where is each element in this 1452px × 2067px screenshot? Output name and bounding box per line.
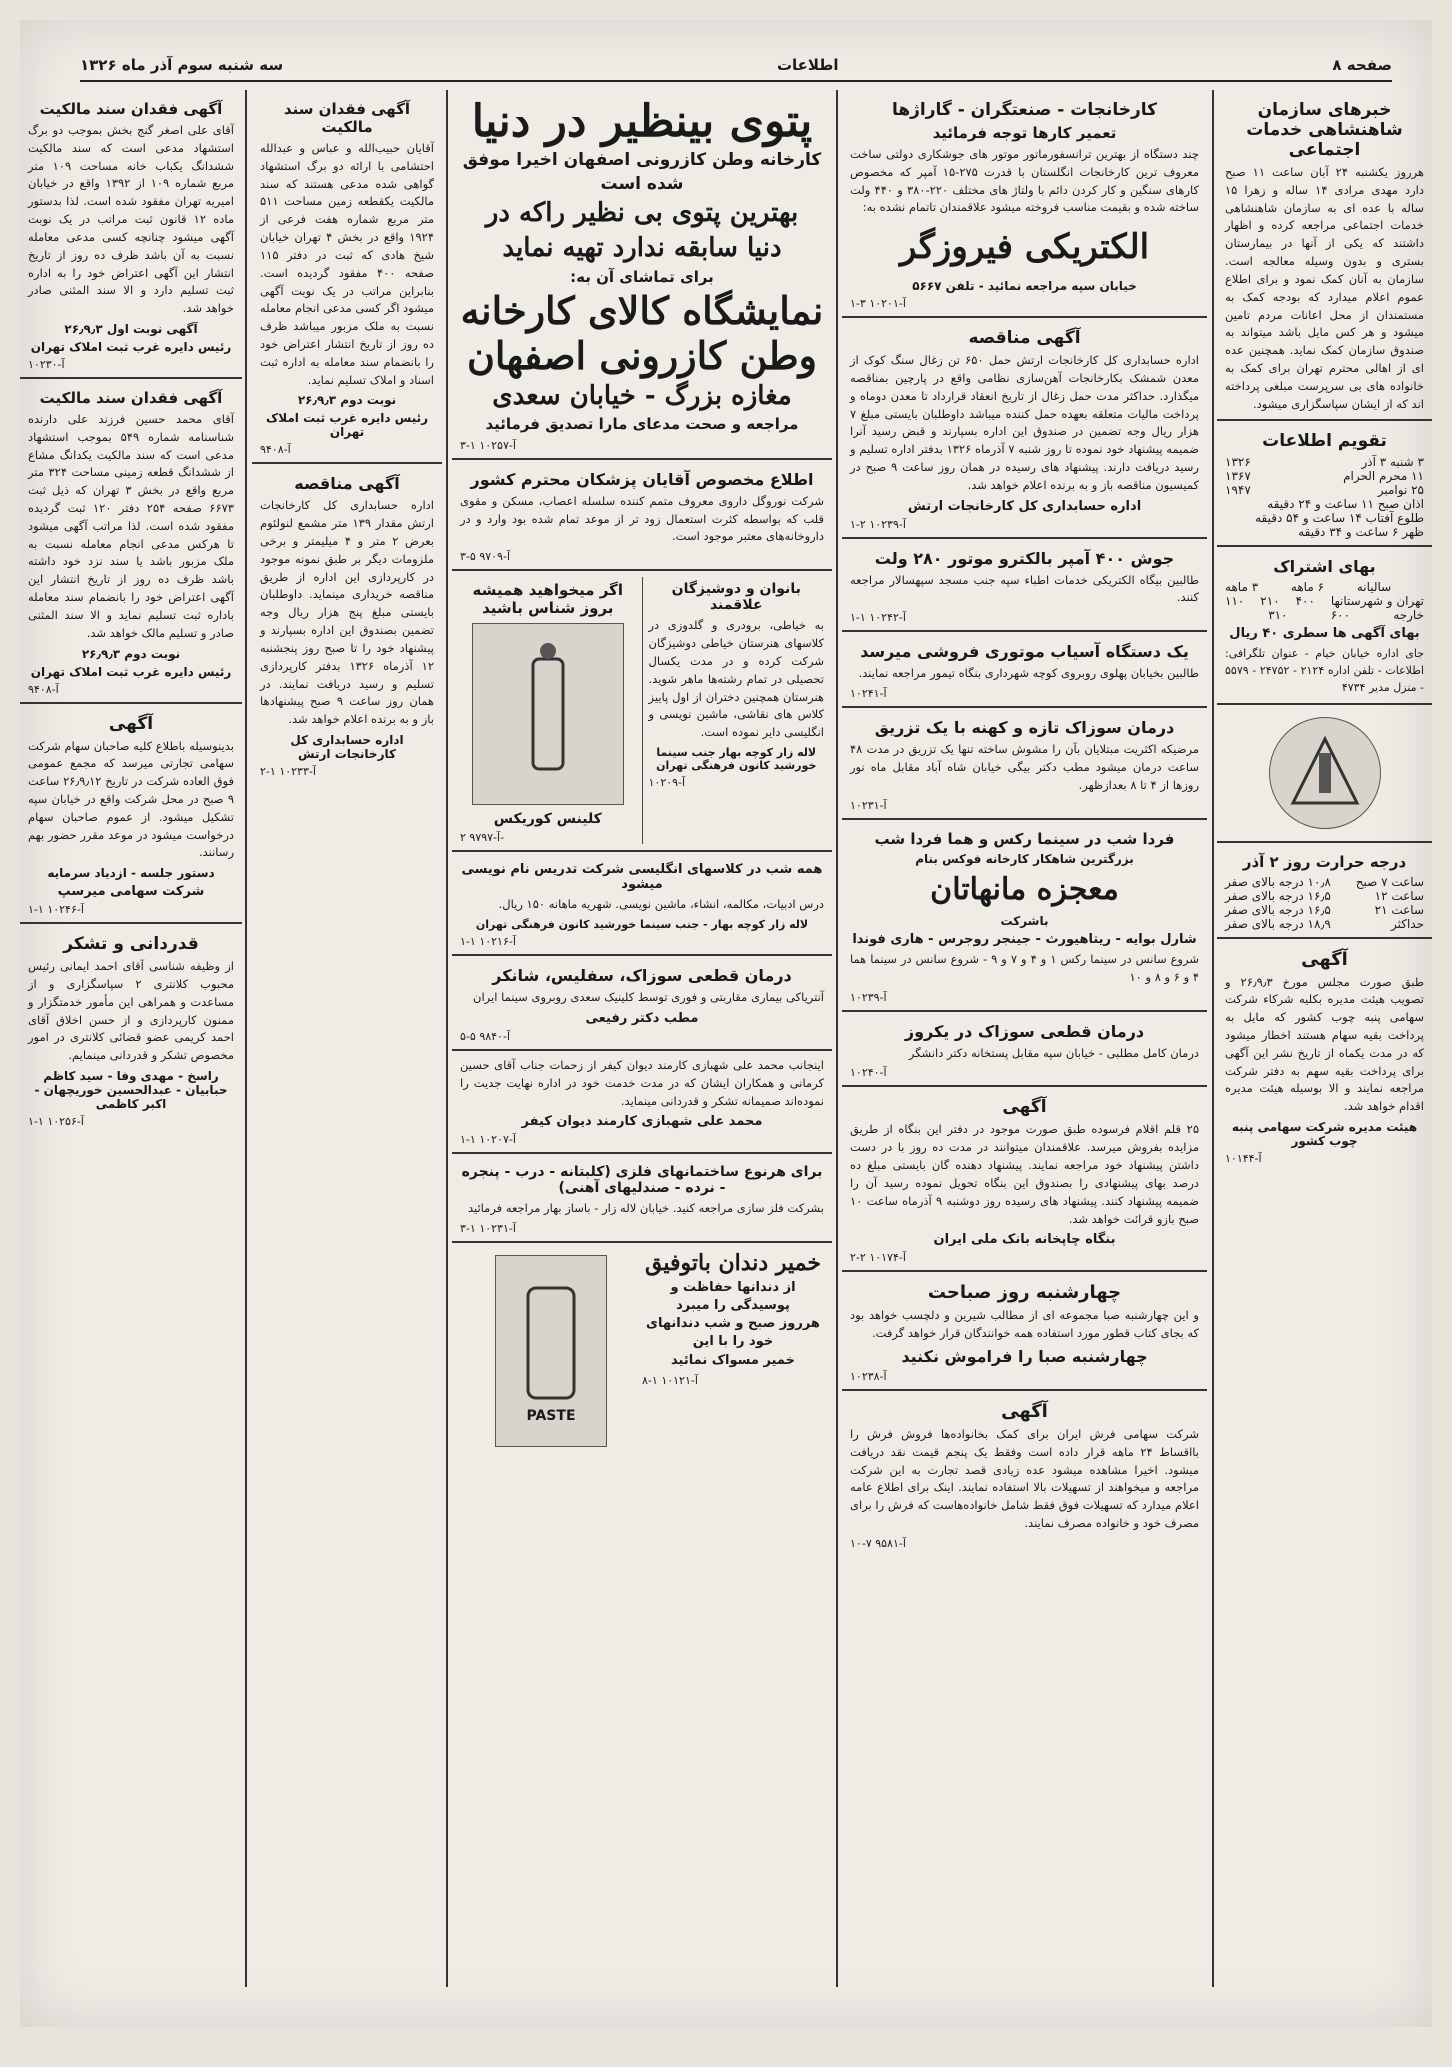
cure-title: درمان سوزاک تازه و کهنه با یک تزریق: [874, 718, 1175, 738]
calendar-title: تقویم اطلاعات: [1262, 431, 1387, 452]
paste-line1: از دندانها حفاظت و پوسیدگی را میبرد: [670, 1279, 796, 1314]
news-block: [1217, 90, 1432, 421]
doctors-code: آ-۹۷۰۹ ۵-۳: [460, 550, 510, 564]
temperature-row: [1225, 917, 1424, 931]
shareholder-sign: شرکت سهامی میرسپ: [57, 884, 205, 900]
masthead-date: سه شنبه سوم آذر ماه ۱۳۲۶: [80, 56, 284, 74]
saba-ad: [842, 1272, 1207, 1391]
carpet-ad: [842, 1391, 1207, 1556]
temperature-row: [1225, 889, 1424, 903]
bank-notice-title: آگهی: [1002, 1097, 1047, 1118]
cure-ad: [842, 708, 1207, 819]
paste-ad: [452, 1243, 832, 1459]
toothpaste-headline: اگر میخواهید همیشه بروز شناس باشید: [472, 581, 624, 618]
bank-notice: [842, 1087, 1207, 1272]
blanket-ad: [452, 90, 832, 460]
lost-deed-b-date: نوبت دوم ۲۶٫۹٫۳: [81, 646, 181, 661]
cinema-times: شروع سانس در سینما رکس ۱ و ۴ و ۷ و ۹ - شروع سانس در سینما هما ۴ و ۶ و ۸ و ۱۰: [850, 952, 1199, 984]
subscription-cell: ۳۱۰: [1268, 608, 1288, 623]
workshop-body: چند دستگاه از بهترین ترانسفورماتور موتور های جوشکاری دولتی ساخت معروف ترین کارخانجات انگلستان با قدرت ۲۷۵-۱۵ آمپر که مخصوص کارهای سنگین و کار کردن دائم با ولتاژ های مختلف ۲۲۰-۳۸۰ و ۴۴۰ ولت ساخته شده و بقیمت مناسب فروخته میشود علاقمندان تاتمام نشده به:: [850, 147, 1199, 215]
blanket-line2: کارخانه وطن کازرونی اصفهان اخیرا موفق شده است: [462, 149, 822, 194]
carpet-code: آ-۹۵۸۱ ۷-۱۰: [850, 1536, 906, 1550]
subscription-cell: ۱۱۰: [1225, 594, 1245, 609]
toothpaste-column: [460, 577, 643, 844]
tender-notice-sign: اداره حسابداری کل کارخانجات ارتش: [290, 732, 404, 761]
gratitude-title: قدردانی و تشکر: [63, 934, 199, 955]
subscription-title: بهای اشتراک: [1273, 557, 1376, 577]
mill-title: یک دستگاه آسیاب موتوری فروشی میرسد: [860, 642, 1189, 662]
cinema-cast: شارل بوایه - ریتاهیورث - جینجر روجرس - هاری فوندا: [852, 932, 1197, 948]
lost-deed-a-code: آ-۱۰۲۳۰: [28, 357, 65, 371]
tender-notice-code: آ-۱۰۲۳۳ ۱-۲: [260, 764, 316, 778]
welding-title: جوش ۴۰۰ آمپر بالکترو موتور ۲۸۰ ولت: [874, 548, 1175, 568]
shareholder-body: بدینوسیله باطلاع کلیه صاحبان سهام شرکت سهامی تجارتی میرسد که مجمع عمومی فوق العاده شرکت در تاریخ ۲۶٫۹٫۱۲ ساعت ۹ صبح در محل شرکت واقع در خیابان سپه تشکیل میشود. از عموم صاحبان سهام درخواست میشود در موعد مقرر حضور بهم رسانند.: [28, 738, 234, 860]
paste-title: خمیر دندان باتوفیق: [645, 1250, 821, 1277]
thanks-code: آ-۱۰۲۰۷ ۱-۱: [460, 1133, 516, 1147]
mill-ad: [842, 632, 1207, 708]
calendar-row: [1225, 525, 1424, 539]
blanket-line3: بهترین پتوی بی نظیر راکه در: [485, 198, 799, 229]
column-rule: [245, 90, 247, 1987]
lost-deed-code: آ-۹۴۰۸: [260, 443, 291, 457]
thanks-notice: [452, 1051, 832, 1154]
subscription-cell: خارجه: [1393, 608, 1424, 623]
column-notices: [20, 90, 242, 1987]
news-title: خبرهای سازمان شاهنشاهی خدمات اجتماعی: [1246, 100, 1403, 160]
shareholder-title: آگهی: [108, 713, 154, 734]
gonorrhea-body: آنتریاکی بیماری مقاربتی و فوری توسط کلینیک سعدی روبروی سینما ایران: [473, 990, 824, 1005]
temperature-cell: ۱۸٫۹ درجه بالای صفر: [1225, 916, 1331, 931]
cinema-top: فردا شب در سینما رکس و هما فردا شب: [874, 829, 1175, 848]
subscription-cell: ۲۱۰: [1260, 594, 1280, 609]
temperature-cell: ساعت ۱۲: [1374, 888, 1424, 903]
english-title: همه شب در کلاسهای انگلیسی شرکت تدریس نام نویسی میشود: [461, 862, 823, 893]
paste-illustration: [460, 1249, 642, 1453]
saba-code: آ-۱۰۲۳۸: [850, 1369, 887, 1383]
english-ad: [452, 852, 832, 956]
subscription-cell: ۴۰۰: [1295, 594, 1315, 609]
paste-line2: هرروز صبح و شب دندانهای خود را با این: [646, 1316, 820, 1350]
temperature-cell: ۱۰٫۸ درجه بالای صفر: [1225, 874, 1331, 889]
lost-deed-b-title: آگهی فقدان سند مالکیت: [39, 388, 223, 407]
news-body: هرروز یکشنبه ۲۴ آبان ساعت ۱۱ صبح دارد مهدی مرادی ۱۴ ساله و زهرا ۱۵ ساله با عده ای به سازمان شاهنشاهی خدمات اجتماعی مراجعه کرده و اظهار داشتند که یکی از آنها در بیمارستان بستری و بدون وسیله معالجه است. سازمان به آنان کمک نمود و برای اطلاع عموم اعلام میدارد که بودجه کمک به مستمندان از محل اعانات مردم تامین میشود و هر کس مایل باشد میتواند به صندوق سازمان کمک نماید. همچنین عده ای از اهالی محترم تهران برای کمک به خانواده های بی سرپرست مبلغی پرداخته اند که از ایشان سپاسگزاری میشود.: [1225, 165, 1424, 411]
lost-deed-notice-b: [20, 379, 242, 704]
temperature-block: [1217, 843, 1432, 939]
toothpaste-code: آ-۹۷۹۷ ۲-: [460, 831, 505, 845]
lost-deed-b-body: آقای محمد حسین فرزند علی دارنده شناسنامه شماره ۵۴۹ بموجب استشهاد مدعی است که سند مالکیت یکدانگ مشاع از ششدانگ قطعه زمینی مساحت ۳۲۴ متر مربع واقع در بخش ۳ تهران که ذیل ثبت ۶۶۷۳ صفحه ۲۵۴ دفتر ۱۲۰ ثبت گردیده مفقود شده است. لذا مراتب آگهی میشود تا هرکس مدعی انجام معامله نسبت به ملک مزبور باشد یا سند نزد خود داشته باشد ظرف ده روز از تاریخ انتشار این آگهی اعتراض خود را بانضمام سند معامله باداره ثبت تسلیم نماید و الا سند المثنی صادر و تسلیم مالک خواهد شد.: [28, 411, 234, 640]
lost-deed-title: آگهی فقدان سند مالکیت: [283, 100, 411, 136]
mill-code: آ-۱۰۲۴۱: [850, 687, 887, 701]
gonorrhea-title: درمان قطعی سوزاک، سفلیس، شانکر: [492, 966, 792, 986]
calendar-cell: ۱۳۲۶: [1225, 455, 1251, 470]
doctors-ad: [452, 460, 832, 571]
lost-deed-body: آقایان حبیب‌الله و عباس و عبدالله احتشامی با ارائه دو برگ استشهاد گواهی شده مدعی هستند که سند مالکیت یکقطعه زمین مساحت ۵۱۱ متر مربع شماره هفت فرعی از ۱۹۲۴ واقع در بخش ۴ تهران خیابان شیخ هادی که ثبت در دفتر ۱۱۵ صفحه ۴۰۰ مفقود گردیده است. بنابراین مراتب در یک نوبت آگهی میشود اگر کسی مدعی انجام معامله نسبت به ملک مزبور میباشد ظرف ده روز از تاریخ انتشار اعتراض خود را بانضمام سند معامله به اداره ثبت اسناد و املاک تسلیم نماید.: [260, 141, 435, 387]
cure-code: آ-۱۰۲۳۱: [850, 798, 887, 812]
metal-code: آ-۱۰۲۳۱ ۱-۳: [460, 1222, 516, 1236]
shareholder-notice: [20, 704, 242, 925]
cure-body: مرضیکه اکثریت مبتلایان بآن را مشوش ساخته تنها یک تزریق در مدت ۴۸ ساعت درمان میشود مطب دکتر بیگی خیابان شاه آباد مقابل ماه نور روزها از ۴ تا ۸ بعدازظهر.: [850, 742, 1199, 792]
calendar-cell: ۱۱ محرم الحرام: [1343, 469, 1424, 484]
column-news: [1217, 90, 1432, 1987]
shareholder-code: آ-۱۰۲۴۶ ۱-۱: [28, 903, 84, 917]
calendar-cell: ۲۵ نوامبر: [1377, 483, 1424, 498]
ads-price: بهای آگهی ها سطری ۴۰ ریال: [1229, 626, 1420, 642]
blanket-line6: نمایشگاه کالای کارخانه: [460, 287, 824, 333]
column-legal: [252, 90, 442, 1987]
lost-deed-b-code: آ-۹۴۰۸: [28, 682, 59, 696]
gratitude-body: از وظیفه شناسی آقای احمد ایمانی رئیس محبوب کلانتری ۲ سپاسگزاری و از مساعدت و همراهی این مأمور خدمتگزار و ممنون کارپردازی و از حسن اخلاق آقای احمد کریمی عضو قضائی کلانتری در امور مخصوص تشکر و قدردانی مینمایم.: [28, 959, 234, 1063]
paste-code: آ-۱۰۱۲۱ ۱-۸: [642, 1373, 698, 1387]
subscription-block: [1217, 547, 1432, 704]
emblem-block: [1217, 705, 1432, 843]
temperature-cell: ۱۶٫۵ درجه بالای صفر: [1225, 902, 1331, 917]
gonorrhea-code: آ-۹۸۴۰ ۵-۵: [460, 1029, 510, 1043]
calendar-cell: ۱۳۶۷: [1225, 469, 1251, 484]
calendar-cell: ظهر ۶ ساعت و ۳۴ دقیقه: [1298, 525, 1424, 540]
column-center: [452, 90, 832, 1987]
lost-deed-a-sign: رئیس دایره غرب ثبت املاک تهران: [30, 339, 232, 354]
temperature-title: درجه حرارت روز ۲ آذر: [1242, 852, 1407, 871]
column-rule: [836, 90, 838, 1987]
subscription-row: [1225, 594, 1424, 608]
workshop-addr: خیابان سپه مراجعه نمائید - تلفن ۵۶۶۷: [912, 279, 1137, 294]
cure2-ad: [842, 1012, 1207, 1088]
subscription-cell: ۶۰۰: [1330, 608, 1351, 623]
lost-deed-a-title: آگهی فقدان سند مالکیت: [39, 100, 223, 118]
tender-title: آگهی مناقصه: [968, 328, 1081, 349]
gratitude-sign: راسخ - مهدی وفا - سید کاظم حبابیان - عبدالحسین خوریچهان - اکبر کاظمی: [34, 1069, 228, 1112]
blanket-code: آ-۱۰۲۵۷ ۱-۳: [460, 438, 516, 452]
toothpaste-brand: کلینس کوریکس: [493, 811, 602, 828]
subscription-cell: ۳ ماهه: [1225, 580, 1259, 595]
cure2-code: آ-۱۰۲۴۰: [850, 1066, 887, 1080]
cinema-code: آ-۱۰۲۳۹: [850, 990, 887, 1004]
tender-body: اداره حسابداری کل کارخانجات ارتش حمل ۶۵۰ تن زغال سنگ کوک از معدن شمشک بکارخانجات آهن‌سازی نظامی واقع در پارچین بمناقصه میگذارد. حداکثر مدت حمل زغال از تاریخ انعقاد قرارداد تا معدن دوماه و پرداخت مالیات متعلقه بعهده حمل کننده میباشد داوطلبان بایستی مبلغ ۷ هزار ریال وجه تضمین در صندوق این اداره بسپارند و قبض رسید آنرا ضمیمه پیشنهاد خود نموده تا روز شنبه ۷ آذرماه ۱۳۲۶ بدفتر اداره تسلیم و رسید دریافت دارند. پیشنهاد های رسیده در همان روز ساعت ۹ صبح در کمیسیون مناقصه باز و به برنده اعلام خواهد شد.: [850, 353, 1200, 492]
tender-code: آ-۱۰۲۳۹ ۲-۱: [850, 517, 906, 531]
masthead-page: صفحه ۸: [1332, 56, 1392, 74]
welding-body: طالبین بیگاه الکتریکی خدمات اطباء سپه جنب مسجد سپهسالار مراجعه کنند.: [850, 572, 1199, 605]
temperature-row: [1225, 903, 1424, 917]
saba-title2: چهارشنبه صبا را فراموش نکنید: [901, 1346, 1148, 1366]
center-split: [452, 571, 832, 852]
carpet-body: شرکت سهامی فرش ایران برای کمک بخانواده‌ها فروش فرش را بااقساط ۲۴ ماهه قرار داده است وفقط یک پنجم قیمت نقد دریافت میشود. اخیرا مشاهده میشود عده زیادی قصد تجارت به این شرکت مراجعه و میخواهند از تسهیلات بالا استفاده نمایند. اینک برای اطلاع عامه اعلام میدارد که تسهیلات فوق فقط شامل خانواده‌هاست که فرش را برای مصرف خود و خانواده مصرف نمایند.: [850, 1426, 1199, 1531]
notice-code: آ-۱۰۱۴۴: [1225, 1152, 1262, 1166]
column-ads: [842, 90, 1207, 1987]
saba-body: و این چهارشنبه صبا مجموعه ای از مطالب شیرین و دلچسب خواهد بود که بجای کتاب قطور مورد استفاده همه خوانندگان قرار خواهد گرفت.: [850, 1308, 1199, 1341]
doctors-body: شرکت نوروگل داروی معروف متمم کننده سلسله اعصاب، مسکن و مقوی قلب که بواسطه کثرت استعمال زود تر از موعد تمام شده بود وارد و در داروخانه‌های معتبر موجود است.: [460, 493, 824, 544]
temperature-cell: ساعت ۲۱: [1374, 902, 1424, 917]
calendar-cell: طلوع آفتاب ۱۴ ساعت و ۵۴ دقیقه: [1255, 511, 1424, 526]
calendar-row: [1225, 483, 1424, 497]
temperature-cell: ۱۶٫۵ درجه بالای صفر: [1225, 888, 1331, 903]
metal-ad: [452, 1154, 832, 1243]
ladies-code: آ-۱۰۲۰۹: [648, 775, 686, 789]
paste-label: PASTE: [526, 1408, 576, 1425]
gonorrhea-doc: مطب دکتر رفیعی: [585, 1010, 699, 1026]
subscription-cell: تهران و شهرستانها: [1330, 594, 1424, 609]
masthead: [80, 50, 1392, 82]
welding-code: آ-۱۰۲۴۲ ۱-۱: [850, 611, 906, 625]
metal-title: برای هرنوع ساختمانهای فلزی (کلبتانه - درب - پنجره - نرده - صندلیهای آهنی): [461, 1164, 823, 1197]
calendar-cell: ۱۹۴۷: [1225, 483, 1251, 498]
english-code: آ-۱۰۲۱۶ ۱-۱: [460, 935, 516, 949]
calendar-cell: ۳ شنبه ۳ آذر: [1361, 455, 1424, 470]
subscription-row: [1225, 608, 1424, 622]
carpet-title: آگهی: [1001, 1400, 1048, 1422]
temperature-cell: حداکثر: [1390, 916, 1424, 931]
temperature-cell: ساعت ۷ صبح: [1355, 874, 1424, 889]
calendar-row: [1225, 497, 1424, 511]
cinema-cast-label: باشرکت: [1000, 914, 1049, 929]
cinema-sub: بزرگترین شاهکار کارخانه فوکس بنام: [915, 851, 1134, 866]
lost-deed-notice-a: [20, 90, 242, 379]
subscription-cell: ۶ ماهه: [1290, 580, 1325, 595]
welding-ad: [842, 539, 1207, 633]
bank-notice-sign: بنگاه چاپخانه بانک ملی ایران: [933, 1232, 1116, 1248]
calendar-row: [1225, 469, 1424, 483]
blanket-line5: برای تماشای آن به:: [570, 267, 714, 286]
column-rule: [1212, 90, 1214, 1987]
subscription-row: [1225, 580, 1424, 594]
blanket-line7: وطن کازرونی اصفهان: [467, 333, 817, 379]
cure2-body: درمان کامل مطلبی - خیابان سپه مقابل پستخانه دکتر دانشگر: [908, 1045, 1199, 1060]
tender-notice-body: اداره حسابداری کل کارخانجات ارتش مقدار ۱۳۹ متر مشمع لنولئوم بعرض ۲ متر و ۴ میلیمتر و برخی ملزومات دیگر بر طبق نمونه موجود در کارپردازی این اداره از طریق مناقصه خریداری مینماید. داوطلبان بایستی مبلغ پنج هزار ریال وجه تضمین بصندوق این اداره بسپارند و پیشنهاد خود را تا صبح روز پنجشنبه ۱۲ آذرماه ۱۳۲۶ بدفتر کارپردازی تسلیم و رسید دریافت نمایند. در همان روز ساعت ۹ صبح پیشنهادها باز و به برنده اعلام خواهد شد.: [260, 498, 435, 727]
tender-notice-title: آگهی مناقصه: [294, 474, 400, 494]
subscription-cell: سالیانه: [1356, 580, 1392, 595]
ladies-column: [643, 577, 825, 844]
blanket-line8: مغازه بزرگ - خیابان سعدی: [492, 380, 792, 411]
notice-block: [1217, 939, 1432, 1172]
lost-deed-date: نوبت دوم ۲۶٫۹٫۳: [297, 393, 397, 408]
bank-notice-body: ۲۵ قلم اقلام فرسوده طبق صورت موجود در دفتر این بنگاه از طریق مزایده بفروش میرسد. علاقمندان میتوانند در مدت ده روز با در دست داشتن پیشنهاد خود مراجعه نمایند. پیشنهاد دهنده گان بایستی مبلغ ده درصد بهای پیشنهادی را بصندوق این بنگاه تحویل نموده رسید آن را ضمیمه پیشنهاد کنند. پیشنهاد های رسیده روز دوشنبه ۹ آذرماه ساعت ۱۰ صبح بازو قرائت خواهد شد.: [850, 1122, 1199, 1226]
notice-title: آگهی: [1301, 948, 1348, 970]
tender-notice: [252, 464, 442, 784]
doctors-title: اطلاع مخصوص آقایان پزشکان محترم کشور: [470, 469, 814, 489]
lost-deed-a-body: آقای علی اصغر گنج بخش بموجب دو برگ استشهاد مدعی است که سند مالکیت ششدانگ یکباب خانه مساحت ۱۰۹ متر مربع شماره ۱۰۹ از ۱۳۹۲ واقع در خیابان امیریه تهران مفقود شده است. لذا بدستور ماده ۱۲ قانون ثبت مراتب در یک نوبت آگهی میشود چنانچه کسی مدعی معامله نسبت به آن باشد ظرف ده روز از تاریخ انتشار این آگهی اعتراض خود را به اداره ثبت تسلیم دارد و الا سند المثنی صادر خواهد شد.: [28, 123, 235, 316]
temperature-row: [1225, 875, 1424, 889]
workshop-sub: تعمیر کارها توجه فرمائید: [932, 124, 1117, 142]
lost-deed-sign: رئیس دایره غرب ثبت املاک تهران: [265, 411, 429, 440]
toothpaste-tube-icon: [495, 1255, 607, 1447]
tender-sign: اداره حسابداری کل کارخانجات ارتش: [907, 498, 1142, 514]
newspaper-page: [20, 20, 1432, 2027]
bank-notice-code: آ-۱۰۱۷۴ ۲-۲: [850, 1251, 906, 1265]
workshop-title: کارخانجات - صنعتگران - گاراژها: [891, 100, 1158, 120]
masthead-paper: اطلاعات: [776, 56, 839, 74]
paste-text: [642, 1249, 824, 1453]
blanket-headline: پتوی بینظیر در دنیا: [471, 96, 813, 147]
cinema-ad: [842, 820, 1207, 1012]
paste-line3: خمیر مسواک نمائید: [671, 1352, 795, 1368]
metal-body: بشرکت فلز سازی مراجعه کنید. خیابان لاله زار - باساز بهار مراجعه فرمائید: [467, 1201, 824, 1216]
thanks-sign: محمد علی شهبازی کارمند دیوان کیفر: [521, 1114, 763, 1130]
gratitude-notice: [20, 924, 242, 1134]
workshop-brand: الکتریکی فیروزگر: [899, 227, 1150, 268]
notice-body: طبق صورت مجلس مورخ ۲۶٫۹٫۳ و تصویب هیئت مدیره بکلیه شرکاء شرکت سهامی پنبه چوب کشور که مایل به پرداخت بقیه سهام هستند اخطار میشود که در مدت یکماه از تاریخ نشر این آگهی برای پرداخت بقیه سهم به دفتر شرکت مراجعه نمایند و الا بوسیله هیئت مدیره اقدام خواهد شد.: [1225, 974, 1424, 1114]
lost-deed-notice: [252, 90, 442, 464]
ladies-title: بانوان و دوشیزگان علاقمند: [671, 581, 801, 614]
gratitude-code: آ-۱۰۲۵۶ ۱-۱: [28, 1115, 84, 1129]
english-addr: لاله زار کوچه بهار - جنب سینما خورشید کانون فرهنگی تهران: [475, 918, 809, 932]
address: جای اداره خیابان خیام - عنوان تلگرافی: اطلاعات - تلفن اداره ۲۱۲۴ - ۲۴۷۵۲ - ۵۵۷۹ - منزل مدیر ۴۷۳۴: [1225, 647, 1425, 695]
shareholder-agenda: دستور جلسه - ازدیاد سرمایه: [47, 866, 215, 881]
blanket-line4: دنیا سابقه ندارد تهیه نماید: [502, 233, 782, 264]
notice-sign: هیئت مدیره شرکت سهامی پنبه چوب کشور: [1231, 1120, 1418, 1149]
emblem-icon: [1269, 717, 1381, 829]
column-rule: [446, 90, 448, 1987]
calendar-row: [1225, 455, 1424, 469]
saba-title: چهارشنبه روز صباحت: [927, 1282, 1122, 1304]
mill-body: طالبین بخیابان پهلوی روبروی کوچه شهرداری بنگاه تیمور مراجعه نمایند.: [858, 666, 1199, 681]
tender-ad: [842, 318, 1207, 539]
lost-deed-a-date: آگهی نوبت اول ۲۶٫۹٫۳: [64, 321, 198, 336]
calendar-cell: اذان صبح ۱۱ ساعت و ۲۴ دقیقه: [1267, 497, 1424, 512]
calendar-block: [1217, 421, 1432, 547]
lost-deed-b-sign: رئیس دایره غرب ثبت املاک تهران: [30, 664, 232, 679]
cure2-title: درمان قطعی سوزاک در یکروز: [904, 1021, 1145, 1041]
workshop-ad: [842, 90, 1207, 318]
english-body: درس ادبیات، مکالمه، انشاء، ماشین نویسی. شهریه ماهانه ۱۵۰ ریال.: [498, 897, 824, 912]
thanks-body: اینجانب محمد علی شهبازی کارمند دیوان کیفر از زحمات جناب آقای حسین کرمانی و همکاران ایشان که در مدت خدمت خود در اداره نهایت جدیت را نموده‌اند صمیمانه تشکر و قدردانی مینماید.: [460, 1057, 824, 1108]
ladies-addr: لاله زار کوچه بهار جنب سینما خورشید کانون فرهنگی تهران: [656, 745, 817, 772]
cinema-title: معجزه مانهاتان: [930, 871, 1119, 907]
gonorrhea-ad: [452, 956, 832, 1051]
calendar-row: [1225, 511, 1424, 525]
toothpaste-illustration-icon: [472, 623, 624, 805]
workshop-code: آ-۱۰۲۰۱ ۳-۱: [850, 297, 906, 311]
blanket-line9: مراجعه و صحت مدعای مارا تصدیق فرمائید: [485, 414, 799, 433]
ladies-body: به خیاطی، برودری و گلدوزی در کلاسهای هنرستان خیاطی دوشیزگان شرکت کرده و در مدت یکسال تحصیلی در تمام رشته‌ها ماهر شوید. هنرستان همچنین دختران از اول پاییز کلاس های نقاشی، ماشین نویسی و انگلیسی دایر نموده است.: [648, 618, 824, 740]
